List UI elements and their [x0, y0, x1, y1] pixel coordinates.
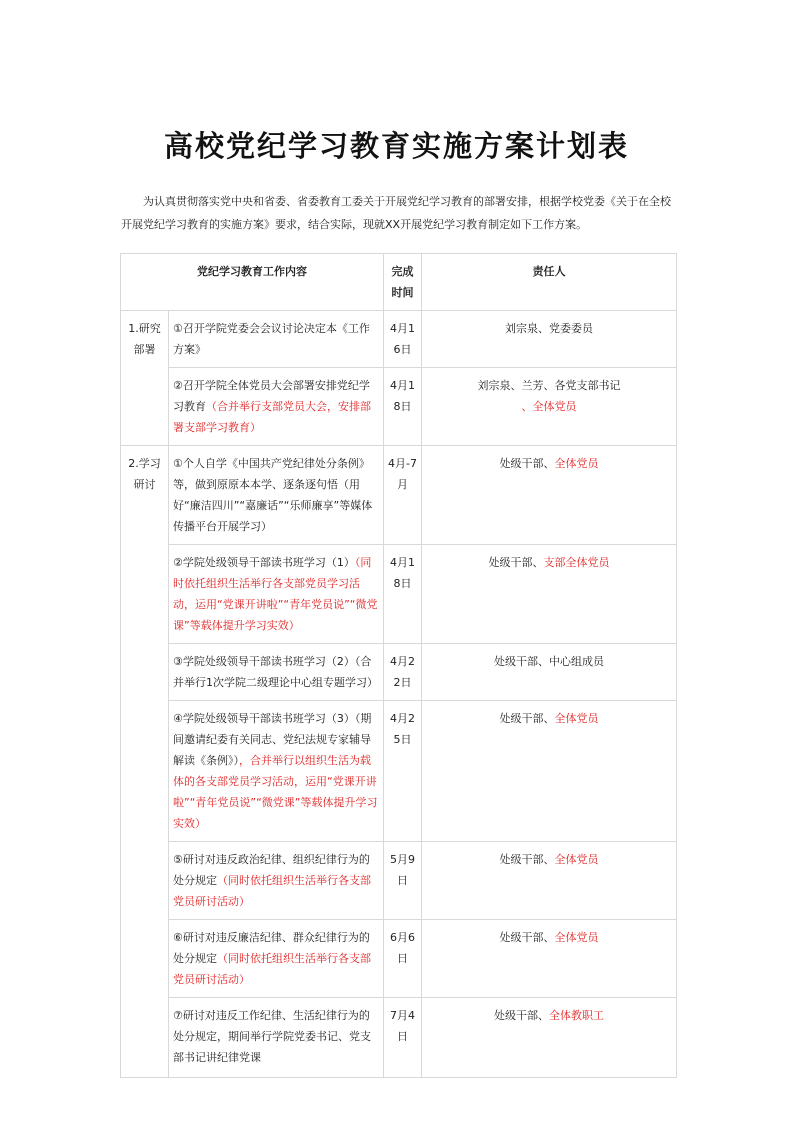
date-cell: 4月22日: [384, 644, 422, 701]
task-cell: [169, 545, 384, 644]
task-note: （同时依托组织生活举行各支部党员学习活动，运用“党课开讲啦”“青年党员说”“微党课”等载体提升学习实效）: [173, 556, 378, 632]
responsible-note: 、全体党员: [521, 400, 577, 413]
task-text: ①召开学院党委会会议讨论决定本《工作方案》: [173, 322, 370, 356]
date-cell: 4月16日: [384, 311, 422, 368]
page-title: 高校党纪学习教育实施方案计划表: [163, 129, 629, 163]
table-row: [121, 368, 677, 446]
task-note: （同时依托组织生活举行各支部党员研讨活动）: [173, 874, 371, 908]
task-text: ⑦研讨对违反工作纪律、生活纪律行为的处分规定，期间举行学院党委书记、党支部书记讲纪律党课: [173, 1009, 371, 1064]
task-note: （合并举行支部党员大会，安排部署支部学习教育）: [173, 400, 371, 434]
responsible-note: 全体党员: [554, 712, 599, 725]
table-row: [121, 311, 677, 368]
stage-label: 2.学习研讨: [121, 446, 169, 1078]
table-row: [121, 644, 677, 701]
date-cell: 6月6日: [384, 920, 422, 998]
task-cell: [169, 311, 384, 368]
task-cell: [169, 920, 384, 998]
date-cell: 4月25日: [384, 701, 422, 842]
task-cell: [169, 446, 384, 545]
date-cell: 4月18日: [384, 368, 422, 446]
responsible-text: 处级干部、: [494, 1009, 549, 1022]
date-cell: 4月-7月: [384, 446, 422, 545]
responsible-cell: [422, 545, 677, 644]
responsible-text: 处级干部、: [499, 457, 555, 470]
responsible-text: 刘宗泉、兰芳、各党支部书记: [477, 379, 621, 392]
task-text: ⑤研讨对违反政治纪律、组织纪律行为的处分规定: [173, 853, 370, 887]
task-cell: [169, 701, 384, 842]
responsible-text: 处级干部、: [488, 556, 544, 569]
date-cell: 4月18日: [384, 545, 422, 644]
task-cell: [169, 842, 384, 920]
task-text: ③学院处级领导干部读书班学习（2）（合并举行1次学院二级理论中心组专题学习）: [173, 655, 378, 689]
table-row: [121, 998, 677, 1078]
responsible-text: 刘宗泉、党委委员: [505, 322, 593, 335]
responsible-note: 全体党员: [554, 931, 599, 944]
responsible-text: 处级干部、: [499, 853, 555, 866]
responsible-text: 处级干部、: [499, 931, 555, 944]
task-text: ⑥研讨对违反廉洁纪律、群众纪律行为的处分规定: [173, 931, 370, 965]
task-cell: [169, 644, 384, 701]
responsible-cell: [422, 644, 677, 701]
responsible-note: 全体党员: [554, 853, 599, 866]
table-row: [121, 446, 677, 545]
task-text: ②学院处级领导干部读书班学习（1）: [173, 556, 355, 569]
task-note: ，合并举行以组织生活为载体的各支部党员学习活动，运用“党课开讲啦”“青年党员说”“微党课”等载体提升学习实效）: [173, 754, 378, 830]
responsible-cell: [422, 842, 677, 920]
plan-table: [120, 253, 677, 1078]
responsible-cell: [422, 920, 677, 998]
responsible-cell: [422, 701, 677, 842]
responsible-text: 处级干部、: [499, 712, 555, 725]
table-header-row: [121, 254, 677, 311]
task-cell: [169, 998, 384, 1078]
stage-label: 1.研究部署: [121, 311, 169, 446]
table-row: [121, 842, 677, 920]
responsible-cell: [422, 998, 677, 1078]
responsible-note: 全体党员: [554, 457, 599, 470]
date-cell: 7月4日: [384, 998, 422, 1078]
table-row: [121, 701, 677, 842]
responsible-cell: [422, 368, 677, 446]
responsible-cell: [422, 446, 677, 545]
responsible-note: 支部全体党员: [543, 556, 610, 569]
table-row: [121, 545, 677, 644]
date-cell: 5月9日: [384, 842, 422, 920]
responsible-cell: [422, 311, 677, 368]
header-content: 党纪学习教育工作内容: [121, 254, 384, 311]
task-text: ②召开学院全体党员大会部署安排党纪学习教育: [173, 379, 370, 413]
task-note: （同时依托组织生活举行各支部党员研讨活动）: [173, 952, 371, 986]
table-row: [121, 920, 677, 998]
responsible-text: 处级干部、中心组成员: [494, 655, 604, 668]
task-text: ④学院处级领导干部读书班学习（3）（期间邀请纪委有关同志、党纪法规专家辅导解读《条例》）: [173, 712, 372, 767]
task-cell: [169, 368, 384, 446]
intro-paragraph: 为认真贯彻落实党中央和省委、省委教育工委关于开展党纪学习教育的部署安排，根据学校党委《关于在全校开展党纪学习教育的实施方案》要求，结合实际，现就XX开展党纪学习教育制定如下工作方案。: [121, 195, 671, 231]
header-responsible: 责任人: [422, 254, 677, 311]
responsible-note: 全体教职工: [549, 1009, 604, 1022]
task-text: ①个人自学《中国共产党纪律处分条例》等，做到原原本本学、逐条逐句悟（用好“廉洁四川”“嘉廉话”“乐师廉享”等媒体传播平台开展学习）: [173, 457, 373, 533]
header-time: 完成时间: [384, 254, 422, 311]
